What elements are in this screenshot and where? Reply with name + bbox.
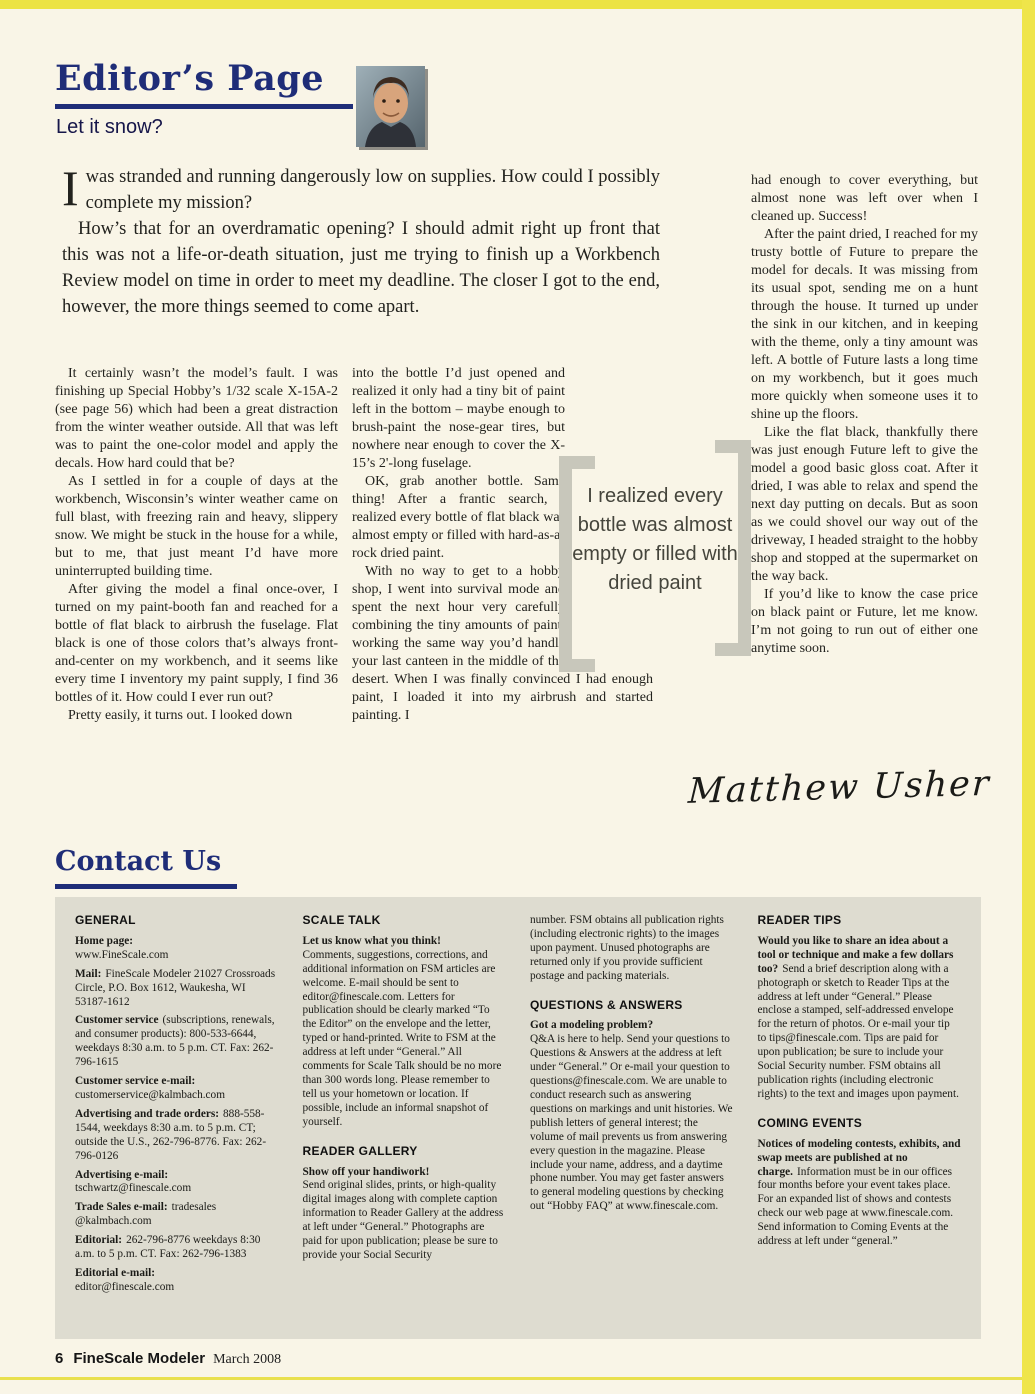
contact-block bbox=[758, 1138, 962, 1249]
contact-underline bbox=[55, 884, 237, 889]
contact-heading-scale-talk: SCALE TALK bbox=[302, 913, 381, 927]
contact-lead: Customer service bbox=[75, 1014, 159, 1027]
editor-headshot-image bbox=[356, 66, 425, 147]
contact-text: (subscriptions, renewals, and consumer products): 800-533-6644, weekdays 8:30 a.m. to 5 p.m. CT. Fax: 262-796-1615 bbox=[75, 1014, 275, 1069]
page-footer bbox=[55, 1350, 281, 1368]
page-edge-right bbox=[1022, 0, 1035, 1394]
paragraph: After the paint dried, I reached for my trusty bottle of Future to prepare the model for decals. It was missing from its usual spot, sending me on a hunt through the house. It turned up under the sink in our kitchen, and in keeping with the theme, only a tiny amount was left. A bottle of Future lasts a long time on my workbench, but it goes much more quickly when someone uses it to shine up the floors. bbox=[751, 227, 978, 422]
contact-block bbox=[75, 1201, 279, 1229]
contact-text: 888-558-1544, weekdays 8:30 a.m. to 5 p.m. CT; outside the U.S., 262-796-8776. Fax: 262-796-0126 bbox=[75, 1107, 267, 1162]
contact-lead: Notices of modeling contests, exhibits, and swap meets are published at no charge. bbox=[757, 1137, 961, 1178]
pull-quote bbox=[556, 440, 754, 688]
contact-lead: Trade Sales e-mail: bbox=[75, 1201, 168, 1214]
paragraph: After giving the model a final once-over, I turned on my paint-booth fan and reached for a bottle of flat black to airbrush the fuselage. Flat black is one of those colors that’s always front-and-center on my workbench, and it seems like every time I inventory my paint supply, I find 36 bottles of it. How could I ever run out? bbox=[55, 582, 338, 705]
contact-lead: Advertising e-mail: bbox=[75, 1168, 169, 1181]
page-edge-bottom bbox=[0, 1377, 1022, 1380]
contact-heading-reader-tips: READER TIPS bbox=[757, 913, 842, 927]
article-column-1 bbox=[55, 365, 338, 725]
contact-block bbox=[303, 1166, 507, 1263]
magazine-name: FineScale Modeler bbox=[73, 1350, 206, 1367]
contact-block bbox=[75, 1267, 279, 1295]
contact-column-scale-talk bbox=[303, 914, 507, 1322]
contact-text: FineScale Modeler 21027 Crossroads Circle, P.O. Box 1612, Waukesha, WI 53187-1612 bbox=[75, 967, 276, 1008]
page-edge-top bbox=[0, 0, 1035, 9]
paragraph: As I settled in for a couple of days at the workbench, Wisconsin’s winter weather came on full blast, with freezing rain and heavy, slippery snow. We might be stuck in the house for a while, but to me, that just meant I’d have more uninterrupted building time. bbox=[55, 474, 338, 579]
contact-lead: Customer service e-mail: bbox=[75, 1075, 196, 1088]
contact-block bbox=[75, 935, 279, 963]
contact-column-questions bbox=[530, 914, 734, 1322]
contact-text: editor@finescale.com bbox=[75, 1280, 175, 1293]
contact-block bbox=[530, 1019, 734, 1214]
contact-heading-coming-events: COMING EVENTS bbox=[757, 1115, 863, 1130]
page-number: 6 bbox=[55, 1350, 64, 1367]
contact-lead: Home page: bbox=[75, 934, 134, 947]
contact-text: Information must be in our offices four months before your event takes place. For an expanded list of shows and contests check our web page at www.finescale.com. Send information to Coming Events at the address at left under “general.” bbox=[757, 1165, 954, 1248]
contact-box bbox=[55, 897, 981, 1339]
contact-block bbox=[75, 1234, 279, 1262]
contact-text: customerservice@kalmbach.com bbox=[75, 1088, 225, 1101]
paragraph: If you’d like to know the case price on black paint or Future, let me know. I’m not going to run out of either one anytime soon. bbox=[751, 587, 978, 656]
contact-block bbox=[75, 1108, 279, 1164]
contact-lead: Editorial: bbox=[75, 1234, 123, 1247]
intro-paragraph-2: How’s that for an overdramatic opening? I should admit right up front that this was not a life-or-death situation, just me trying to finish up a Workbench Review model on time in order to meet my deadline. The closer I got to the end, however, the more things seemed to come apart. bbox=[62, 219, 660, 317]
paragraph: With no way to get to a hobby shop, I went into survival mode and spent the next hour very carefully combining the tiny amounts of paint, working the same way you’d handle your last canteen in the middle of the desert. When I was finally convinced I had enough paint, I loaded it into my airbrush and started painting. I bbox=[352, 564, 653, 723]
editor-photo bbox=[356, 66, 425, 147]
contact-lead: Mail: bbox=[75, 967, 102, 980]
contact-block bbox=[75, 1014, 279, 1070]
intro-text-1: was stranded and running dangerously low on supplies. How could I possibly complete my mission? bbox=[85, 167, 660, 213]
dropcap: I bbox=[62, 160, 79, 216]
paragraph: Pretty easily, it turns out. I looked down bbox=[68, 708, 293, 723]
contact-heading-questions-answers: QUESTIONS & ANSWERS bbox=[530, 997, 683, 1012]
paragraph: had enough to cover everything, but almost none was left over when I cleaned up. Success! bbox=[751, 173, 978, 224]
contact-block bbox=[75, 968, 279, 1010]
contact-lead: Show off your handiwork! bbox=[302, 1165, 430, 1178]
article-intro bbox=[62, 160, 660, 320]
contact-text: Q&A is here to help. Send your questions to Questions & Answers at the address at left under “General.” Or e-mail your question to questions@finescale.com. We are unable to conduct research such as answering questions on markings and unit histories. We publish letters of general interest; the volume of mail prevents us from answering every question in the magazine. Please include your name, address, and a daytime phone number. You may get faster answers to general modeling questions by checking out “Hobby FAQ” at www.finescale.com. bbox=[530, 1033, 733, 1213]
issue-date: March 2008 bbox=[213, 1352, 282, 1367]
contact-heading-general: GENERAL bbox=[75, 913, 136, 927]
pull-quote-text: I realized every bottle was almost empty or filled with dried paint bbox=[572, 485, 738, 594]
paragraph: OK, grab another bottle. Same thing! After a frantic search, I realized every bottle of flat black was almost empty or filled with hard-as-a-rock dried paint. bbox=[352, 474, 565, 561]
contact-lead: Let us know what you think! bbox=[302, 934, 441, 947]
contact-text: Comments, suggestions, corrections, and additional information on FSM articles are welcome. E-mail should be sent to editor@finescale.com. Letters for publication should be clearly marked “To the Editor” on the envelope and the letter, typed or hand-printed. Write to FSM at the address at left under “General.” All comments for Scale Talk should be no more than 300 words long. Please remember to tell us your hometown or location. If possible, include an informal snapshot of yourself. bbox=[302, 948, 502, 1128]
title-underline bbox=[55, 104, 353, 109]
contact-block bbox=[75, 1169, 279, 1197]
intro-paragraph-1 bbox=[62, 160, 660, 216]
editor-signature: Matthew Usher bbox=[687, 763, 992, 812]
contact-text: Send original slides, prints, or high-quality digital images along with complete caption information to Reader Gallery at the address at left under “General.” Photographs are paid for upon publication; please be sure to provide your Social Security bbox=[302, 1179, 504, 1261]
contact-text: Send a brief description along with a photograph or sketch to Reader Tips at the address at left under “General.” Please enclose a stamped, self-addressed envelope for the return of photos. Or e-mail your tip to tips@finescale.com. Tips are paid for upon publication; be sure to include your Social Security number. FSM obtains all publication rights (including electronic rights) to the text and images upon payment. bbox=[757, 962, 959, 1100]
page-subtitle: Let it snow? bbox=[56, 116, 163, 138]
paragraph: It certainly wasn’t the model’s fault. I was finishing up Special Hobby’s 1/32 scale X-15A-2 (see page 56) which had been a great distraction from the winter weather outside. All that was left was to paint the one-color model and apply the decals. How hard could that be? bbox=[55, 366, 338, 471]
contact-column-general bbox=[75, 914, 279, 1322]
contact-lead: Editorial e-mail: bbox=[75, 1266, 156, 1279]
contact-text: 262-796-8776 weekdays 8:30 a.m. to 5 p.m. CT. Fax: 262-796-1383 bbox=[75, 1234, 261, 1261]
contact-text: tradesales @kalmbach.com bbox=[75, 1201, 217, 1228]
page-title: Editor’s Page bbox=[55, 58, 325, 99]
paragraph: into the bottle I’d just opened and realized it only had a tiny bit of paint left in the bottom – maybe enough to brush-paint the nose-gear tires, but nowhere near enough to cover the X-15’s 2'-long fuselage. bbox=[352, 366, 565, 471]
contact-block bbox=[758, 935, 962, 1102]
paragraph: Like the flat black, thankfully there was just enough Future left to give the model a good basic gloss coat. After it dried, I was able to relax and spend the next day putting on decals. But as soon as we could shovel our way out of the driveway, I headed straight to the hobby shop and stopped at the supermarket on the way back. bbox=[751, 425, 978, 584]
contact-lead: Advertising and trade orders: bbox=[75, 1107, 220, 1120]
contact-text: tschwartz@finescale.com bbox=[75, 1182, 192, 1195]
contact-block bbox=[303, 935, 507, 1130]
contact-block bbox=[75, 1075, 279, 1103]
contact-text: www.FineScale.com bbox=[75, 948, 169, 961]
contact-us-title: Contact Us bbox=[55, 846, 222, 877]
contact-column-reader-tips bbox=[758, 914, 962, 1322]
contact-lead: Would you like to share an idea about a tool or technique and make a few dollars too? bbox=[757, 934, 954, 975]
contact-lead: Got a modeling problem? bbox=[530, 1019, 654, 1032]
contact-continuation-text: number. FSM obtains all publication rights (including electronic rights) to the images upon payment. Unused photographs are returned only if you provide sufficient postage and packing materials. bbox=[530, 914, 724, 982]
contact-heading-reader-gallery: READER GALLERY bbox=[302, 1143, 418, 1158]
